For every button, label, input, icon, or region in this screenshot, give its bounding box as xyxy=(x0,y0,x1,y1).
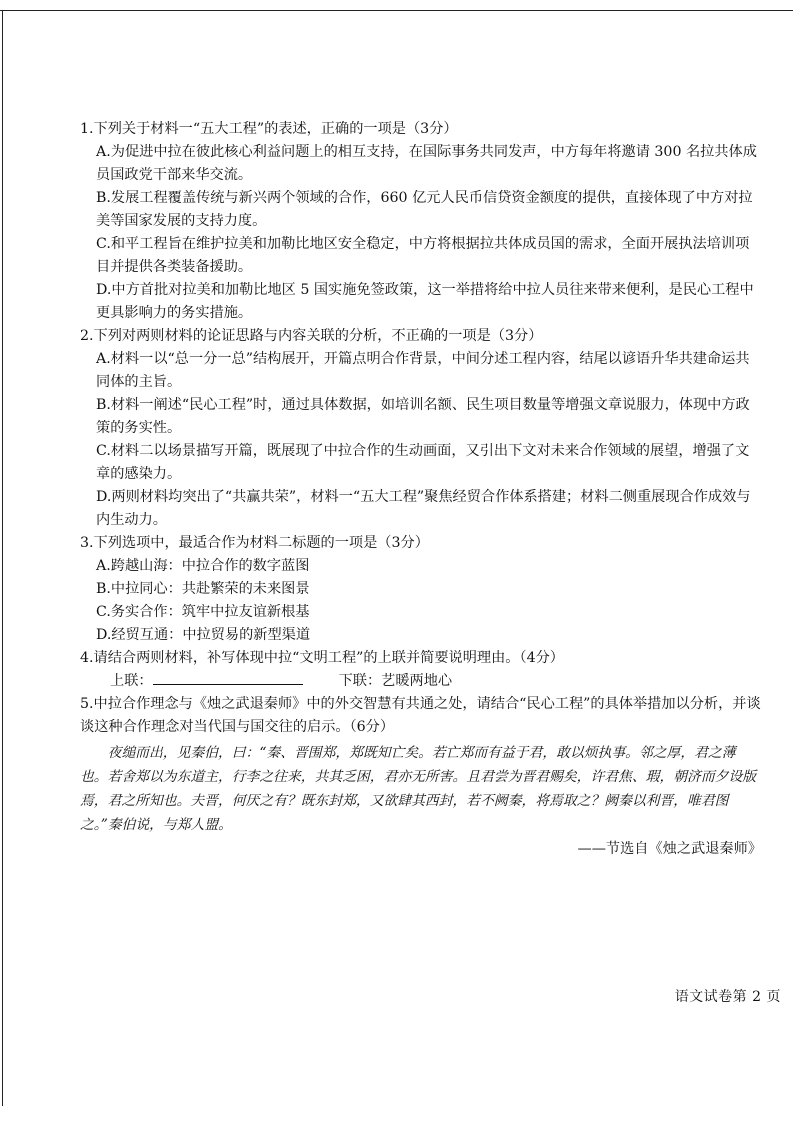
exam-content xyxy=(80,118,762,861)
couplet-line xyxy=(80,670,762,693)
question-3-option-a: A.跨越山海：中拉合作的数字蓝图 xyxy=(96,558,310,574)
classical-passage: 夜缒而出，见秦伯，曰：“秦、晋围郑，郑既知亡矣。若亡郑而有益于君，敢以烦执事。邻之厚，君之薄也。若舍郑以为东道主，行李之往来，共其乏困，君亦无所害。且君尝为晋君赐矣，许君焦、瑕，朝济而夕设版焉，君之所知也。夫晋，何厌之有？既东封郑，又欲肆其西封，若不阙秦，将焉取之？阙秦以利晋，唯君图之。”秦伯说，与郑人盟。 xyxy=(80,745,757,833)
question-1-option-c: C.和平工程旨在维护拉美和加勒比地区安全稳定，中方将根据拉共体成员国的需求，全面开展执法培训项目并提供各类装备援助。 xyxy=(96,236,750,275)
question-4 xyxy=(80,647,762,693)
page-footer: 语文试卷第 2 页 xyxy=(674,989,781,1005)
question-3 xyxy=(80,532,762,647)
question-1 xyxy=(80,118,762,325)
question-5 xyxy=(80,693,762,861)
question-3-option-c: C.务实合作：筑牢中拉友谊新根基 xyxy=(96,604,310,620)
upper-couplet-blank[interactable] xyxy=(153,670,303,685)
passage-source: ——节选自《烛之武退秦师》 xyxy=(577,841,762,857)
question-1-option-d: D.中方首批对拉美和加勒比地区 5 国实施免签政策，这一举措将给中拉人员往来带来便利，是民心工程中更具影响力的务实措施。 xyxy=(96,282,754,321)
question-2-option-c: C.材料二以场景描写开篇，既展现了中拉合作的生动画面，又引出下文对未来合作领域的展望，增强了文章的感染力。 xyxy=(96,443,750,482)
question-2 xyxy=(80,325,762,532)
question-1-option-a: A.为促进中拉在彼此核心利益问题上的相互支持，在国际事务共同发声，中方每年将邀请 300 名拉共体成员国政党干部来华交流。 xyxy=(96,144,757,183)
lower-couplet: 下联：艺暖两地心 xyxy=(338,673,453,689)
question-1-option-b: B.发展工程覆盖传统与新兴两个领域的合作，660 亿元人民币信贷资金额度的提供，直接体现了中方对拉美等国家发展的支持力度。 xyxy=(96,190,753,229)
question-3-option-b: B.中拉同心：共赴繁荣的未来图景 xyxy=(96,581,310,597)
question-2-option-d: D.两则材料均突出了“共赢共荣”，材料一“五大工程”聚焦经贸合作体系搭建；材料二侧重展现合作成效与内生动力。 xyxy=(96,489,751,528)
question-3-stem: 3.下列选项中，最适合作为材料二标题的一项是（3分） xyxy=(80,535,429,551)
page-left-border xyxy=(2,10,3,1106)
question-2-option-b: B.材料一阐述“民心工程”时，通过具体数据，如培训名额、民生项目数量等增强文章说服力，体现中方政策的务实性。 xyxy=(96,397,750,436)
question-2-stem: 2.下列对两则材料的论证思路与内容关联的分析，不正确的一项是（3分） xyxy=(80,328,543,344)
question-3-option-d: D.经贸互通：中拉贸易的新型渠道 xyxy=(96,627,311,643)
page-top-border xyxy=(0,10,793,11)
question-2-option-a: A.材料一以“总一分一总”结构展开，开篇点明合作背景，中间分述工程内容，结尾以谚语升华共建命运共同体的主旨。 xyxy=(96,351,750,390)
upper-couplet-label: 上联： xyxy=(110,673,153,689)
question-1-stem: 1.下列关于材料一“五大工程”的表述，正确的一项是（3分） xyxy=(80,121,458,137)
question-4-stem: 4.请结合两则材料，补写体现中拉“文明工程”的上联并简要说明理由。（4分） xyxy=(80,650,564,666)
question-5-stem: 5.中拉合作理念与《烛之武退秦师》中的外交智慧有共通之处，请结合“民心工程”的具体举措加以分析，并谈谈这种合作理念对当代国与国交往的启示。（6分） xyxy=(80,696,761,735)
